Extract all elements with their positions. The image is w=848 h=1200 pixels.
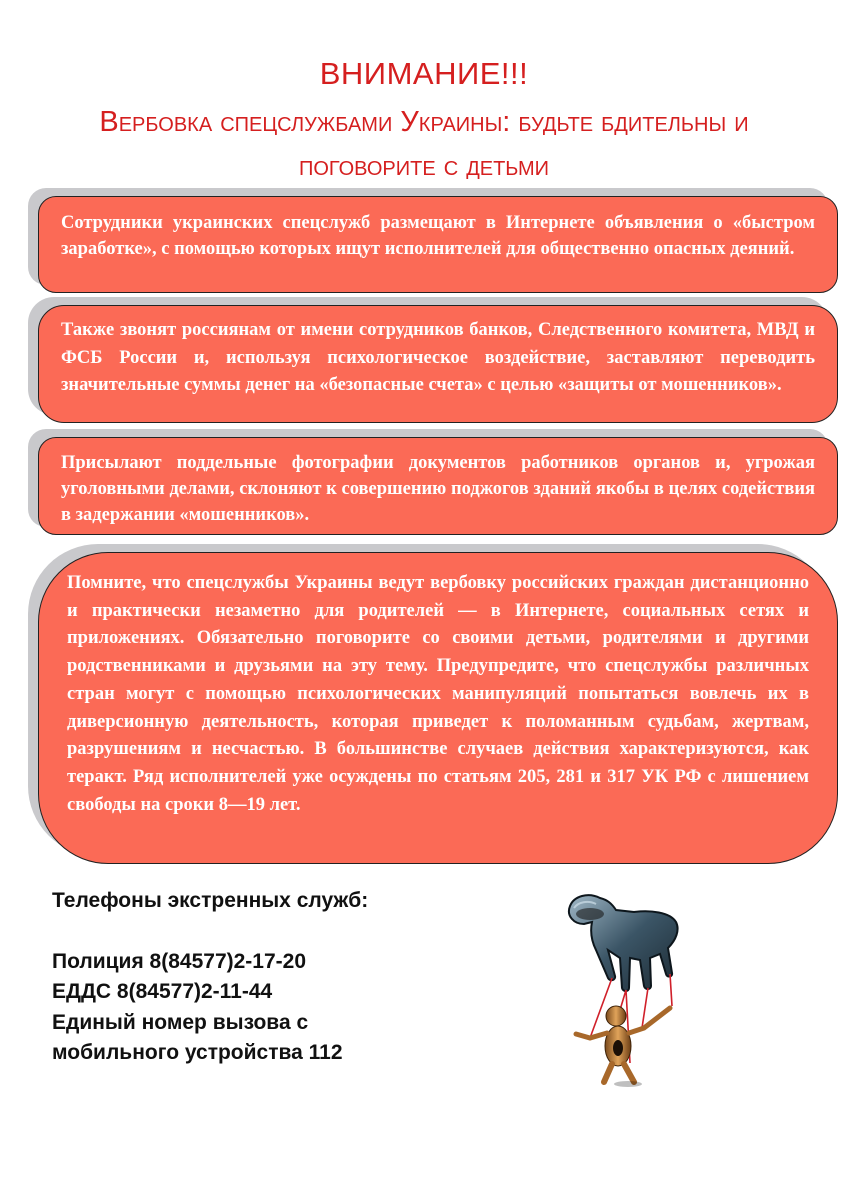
puppeteer-hand-marionette-icon (530, 888, 740, 1088)
notice-text-2: Также звонят россиянам от имени сотрудников банков, Следственного комитета, МВД и ФСБ России и, используя психологическое воздействие, заставляют переводить значительные суммы денег на «безопасные счета» с целью «защиты от мошенников». (61, 320, 815, 395)
notice-text-4: Помните, что спецслужбы Украины ведут вербовку российских граждан дистанционно и практически незаметно для родителей — в Интернете, социальных сетях и приложениях. Обязательно поговорите со своими детьми, родителями и другими родственниками и друзьями на эту тему. Предупредите, что спецслужбы различных стран могут с помощью психологических манипуляций попытаться вовлечь их в диверсионную деятельность, которая приведет к поломанным судьбам, жертвам, разрушениям и несчастью. В большинстве случаев действия характеризуются, как теракт. Ряд исполнителей уже осуждены по статьям 205, 281 и 317 УК РФ с лишением свободы на сроки 8—19 лет. (67, 573, 809, 815)
notice-box-2 (38, 305, 838, 423)
page-subtitle: Вербовка спецслужбами Украины: будьте бдительны и поговорите с детьми (99, 106, 749, 182)
notice-box-3 (38, 437, 838, 535)
notice-box-1 (38, 196, 838, 293)
contacts-heading: Телефоны экстренных служб: (52, 889, 369, 912)
unified-number-line-2: мобильного устройства 112 (52, 1041, 343, 1064)
unified-number-line-1: Единый номер вызова с (52, 1010, 309, 1034)
notice-text-1: Сотрудники украинских спецслужб размещают в Интернете объявления о «быстром заработке», с помощью которых ищут исполнителей для общественно опасных деяний. (61, 213, 815, 259)
hand-icon (569, 895, 678, 991)
notice-box-4 (38, 552, 838, 864)
notice-text-3: Присылают поддельные фотографии документов работников органов и, угрожая уголовными делами, склоняют к совершению поджогов зданий якобы в целях содействия в задержании «мошенников». (61, 453, 815, 525)
edds-phone: ЕДДС 8(84577)2-11-44 (52, 980, 273, 1003)
page-title: ВНИМАНИЕ!!! (319, 56, 529, 91)
police-phone: Полиция 8(84577)2-17-20 (52, 949, 306, 973)
emergency-contacts (52, 886, 512, 1069)
wooden-puppet-icon (576, 1006, 670, 1087)
